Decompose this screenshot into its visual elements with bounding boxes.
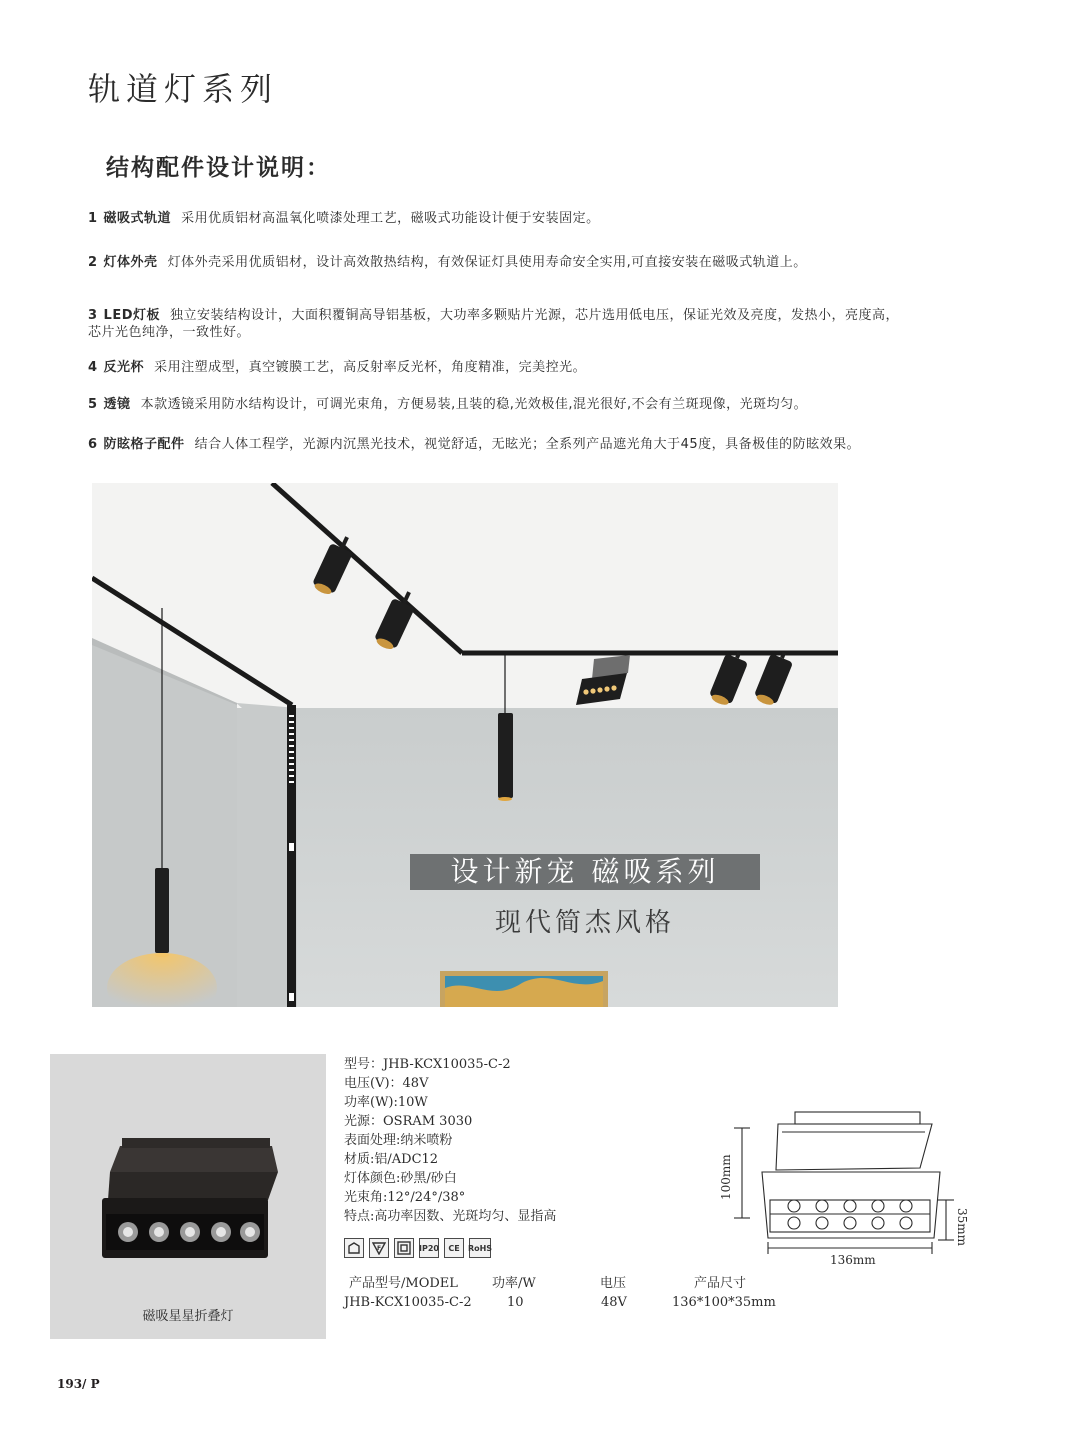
scene-subtitle: 现代简杰风格 [494, 908, 675, 938]
feature-number: 1 [88, 211, 98, 226]
spec-material: 材质:铝/ADC12 [344, 1152, 439, 1167]
table-cell-voltage: 48V [601, 1295, 627, 1310]
feature-name: 灯体外壳 [103, 255, 158, 270]
feature-item [88, 359, 908, 376]
section-heading: 结构配件设计说明： [106, 155, 331, 181]
feature-name: 防眩格子配件 [103, 437, 185, 452]
spec-color: 灯体颜色:砂黑/砂白 [344, 1171, 457, 1186]
feature-text: 本款透镜采用防水结构设计，可调光束角，方便易装,且装的稳,光效极佳,混光很好,不会有兰斑现像，光斑均匀。 [140, 397, 808, 412]
feature-number: 5 [88, 397, 98, 412]
feature-item [88, 396, 908, 413]
table-cell-model: JHB-KCX10035-C-2 [344, 1295, 472, 1310]
feature-text: 灯体外壳采用优质铝材，设计高效散热结构，有效保证灯具使用寿命安全实用,可直接安装在磁吸式轨道上。 [167, 255, 807, 270]
width-dimension-label: 136mm [830, 1253, 876, 1267]
feature-item [88, 254, 908, 271]
class-ii-icon [394, 1238, 414, 1258]
dimension-diagram [720, 1110, 980, 1270]
table-header-voltage: 电压 [600, 1276, 627, 1291]
indoor-use-icon [344, 1238, 364, 1258]
spec-voltage: 电压(V)：48V [344, 1076, 429, 1091]
spec-features: 特点:高功率因数、光斑均匀、显指高 [344, 1209, 557, 1224]
feature-number: 4 [88, 360, 98, 375]
spec-surface: 表面处理:纳米喷粉 [344, 1133, 453, 1148]
product-caption: 磁吸星星折叠灯 [142, 1309, 234, 1324]
spec-light-source: 光源：OSRAM 3030 [344, 1114, 473, 1129]
feature-item [88, 307, 908, 341]
ip20-icon: IP20 [419, 1238, 439, 1258]
feature-item [88, 210, 908, 227]
scene-slogan: 设计新宠 磁吸系列 [410, 854, 760, 890]
spec-beam-angle: 光束角:12°/24°/38° [344, 1190, 466, 1205]
table-header-power: 功率/W [492, 1276, 536, 1291]
f-mark-icon [369, 1238, 389, 1258]
feature-name: LED灯板 [103, 308, 161, 323]
ce-icon: CE [444, 1238, 464, 1258]
feature-name: 透镜 [103, 397, 131, 412]
feature-text: 结合人体工程学，光源内沉黑光技术，视觉舒适，无眩光；全系列产品遮光角大于45度，具备极佳的防眩效果。 [194, 437, 861, 452]
feature-text: 采用优质铝材高温氧化喷漆处理工艺，磁吸式功能设计便于安装固定。 [181, 211, 600, 226]
feature-number: 2 [88, 255, 98, 270]
table-header-size: 产品尺寸 [694, 1276, 747, 1291]
table-header-model: 产品型号/MODEL [349, 1276, 458, 1291]
depth-dimension-label: 35mm [955, 1208, 969, 1247]
page-title: 轨道灯系列 [88, 70, 279, 108]
page-number: 193/ P [57, 1377, 100, 1391]
product-image [50, 1054, 326, 1304]
svg-text:F: F [377, 1245, 382, 1252]
product-photo [50, 1054, 326, 1339]
feature-name: 反光杯 [103, 360, 145, 375]
table-cell-power: 10 [507, 1295, 524, 1310]
feature-number: 3 [88, 308, 98, 323]
table-cell-size: 136*100*35mm [672, 1295, 776, 1310]
feature-number: 6 [88, 437, 98, 452]
feature-name: 磁吸式轨道 [103, 211, 172, 226]
spec-model: 型号：JHB-KCX10035-C-2 [344, 1057, 511, 1072]
dimension-drawing [720, 1110, 980, 1270]
feature-text: 采用注塑成型，真空镀膜工艺，高反射率反光杯，角度精准，完美控光。 [154, 360, 587, 375]
rohs-icon: RoHS [469, 1238, 491, 1258]
height-dimension-label: 100mm [720, 1154, 733, 1200]
spec-power: 功率(W):10W [344, 1095, 428, 1110]
feature-text: 独立安装结构设计，大面积覆铜高导铝基板，大功率多颗贴片光源，芯片选用低电压，保证光效及亮度，发热小，亮度高，芯片光色纯净，一致性好。 [88, 308, 900, 340]
feature-item [88, 436, 908, 453]
